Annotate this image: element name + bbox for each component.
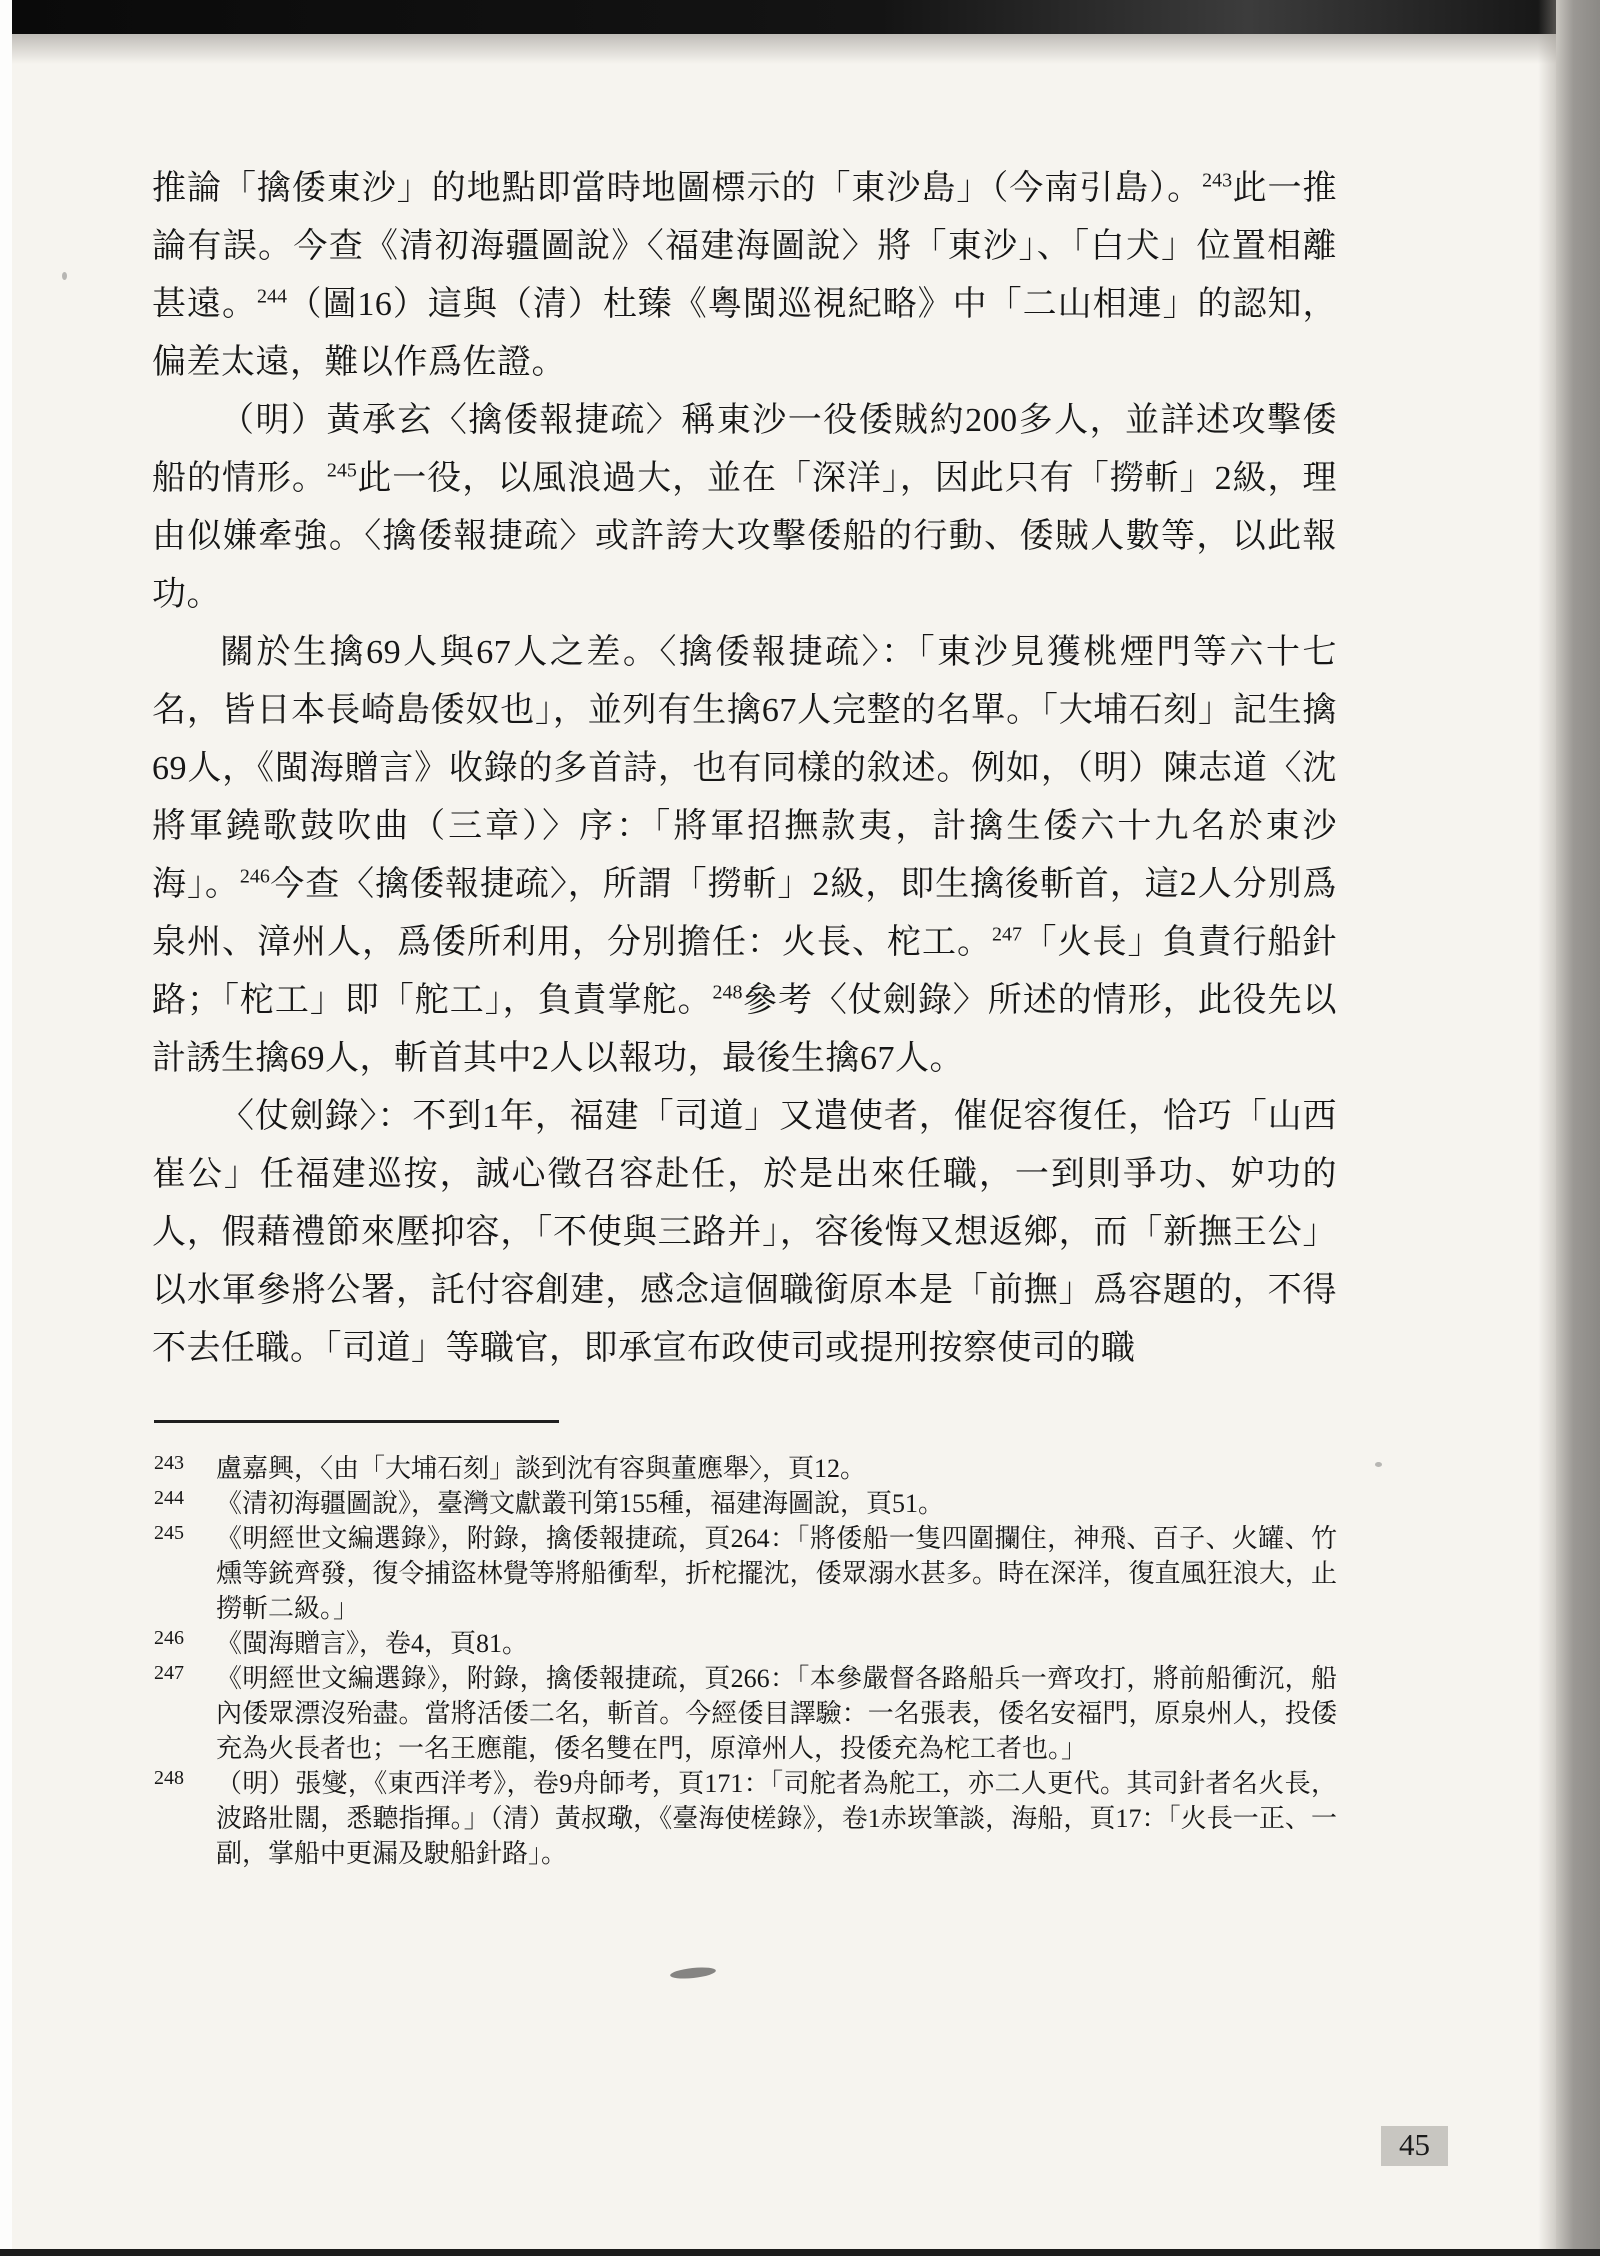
footnote-reference: 248 (712, 981, 743, 1004)
page-content (152, 160, 1337, 1871)
footnote-number: 247 (154, 1662, 184, 1684)
footnote (152, 1766, 1337, 1871)
paragraph: 關於生擒69人與67人之差。〈擒倭報捷疏〉：「東沙見獲桃煙門等六十七名，皆日本長崎島倭奴也」，並列有生擒67人完整的名單。「大埔石刻」記生擒69人，《閩海贈言》收錄的多首詩，也有同樣的敘述。例如，（明）陳志道〈沈將軍鐃歌鼓吹曲（三章）〉序：「將軍招撫款夷，計擒生倭六十九名於東沙海」。$^{246}$今查〈擒倭報捷疏〉，所謂「撈斬」2級，即生擒後斬首，這2人分別爲泉州、漳州人，爲倭所利用，分別擔任：火長、柁工。$^{247}$「火長」負責行船針路；「柁工」即「舵工」，負責掌舵。$^{248}$參考〈仗劍錄〉所述的情形，此役先以計誘生擒69人，斬首其中2人以報功，最後生擒67人。 (152, 634, 1338, 1077)
scan-top-band (0, 0, 1600, 34)
scan-speck (1375, 1462, 1382, 1467)
footnote-text: 《清初海疆圖說》，臺灣文獻叢刊第155種，福建海圖說，頁51。 (216, 1489, 945, 1518)
footnote-number: 245 (154, 1522, 184, 1544)
footnote-reference: 245 (326, 459, 357, 482)
footnote-text: 盧嘉興，〈由「大埔石刻」談到沈有容與董應舉〉，頁12。 (216, 1454, 867, 1483)
scan-top-shadow (0, 34, 1600, 64)
footnote-reference: 243 (1202, 169, 1233, 192)
footnote (152, 1661, 1337, 1766)
scan-right-edge-shadow (1538, 0, 1556, 2256)
scan-bottom-edge (0, 2249, 1600, 2256)
footnote-text: 《明經世文編選錄》，附錄，擒倭報捷疏，頁266：「本參嚴督各路船兵一齊攻打，將前船衝沉，船內倭眾漂沒殆盡。當將活倭二名，斬首。今經倭目譯驗：一名張表，倭名安福門，原泉州人，投倭充為火長者也；一名王應龍，倭名雙在門，原漳州人，投倭充為柁工者也。」 (216, 1664, 1337, 1763)
footnote (152, 1521, 1337, 1626)
footnotes (152, 1451, 1337, 1871)
scan-left-edge (0, 0, 12, 2256)
paragraph: （明）黃承玄〈擒倭報捷疏〉稱東沙一役倭賊約200多人，並詳述攻擊倭船的情形。$^{245}$此一役，以風浪過大，並在「深洋」，因此只有「撈斬」2級，理由似嫌牽強。〈擒倭報捷疏〉或許誇大攻擊倭船的行動、倭賊人數等，以此報功。 (152, 402, 1338, 613)
footnote-number: 246 (154, 1627, 184, 1649)
footnote (152, 1486, 1337, 1521)
footnote-text: 《明經世文編選錄》，附錄，擒倭報捷疏，頁264：「將倭船一隻四圍攔住，神飛、百子、火罐、竹燻等銃齊發，復令捕盜林覺等將船衝犁，折柁擺沈，倭眾溺水甚多。時在深洋，復直風狂浪大，止撈斬二級。」 (216, 1524, 1337, 1623)
footnote-reference: 244 (256, 285, 287, 308)
footnote-reference: 246 (239, 865, 270, 888)
footnote-number: 243 (154, 1452, 184, 1474)
scan-right-edge (1556, 0, 1600, 2256)
page-number: 45 (1381, 2126, 1448, 2166)
paragraph: 〈仗劍錄〉：不到1年，福建「司道」又遣使者，催促容復任，恰巧「山西崔公」任福建巡按，誠心徵召容赴任，於是出來任職，一到則爭功、妒功的人，假藉禮節來壓抑容，「不使與三路并」，容後悔又想返鄉，而「新撫王公」以水軍參將公署，託付容創建，感念這個職銜原本是「前撫」爲容題的，不得不去任職。「司道」等職官，即承宣布政使司或提刑按察使司的職 (152, 1098, 1337, 1367)
footnote-separator (154, 1420, 559, 1423)
scan-smudge-artifact (670, 1966, 717, 1981)
footnote (152, 1451, 1337, 1486)
footnote-text: 《閩海贈言》，卷4，頁81。 (216, 1629, 529, 1658)
paragraph: 推論「擒倭東沙」的地點即當時地圖標示的「東沙島」（今南引島）。$^{243}$此一推論有誤。今查《清初海疆圖說》〈福建海圖說〉將「東沙」、「白犬」位置相離甚遠。$^{244}$（圖16）這與（清）杜臻《粵閩巡視紀略》中「二山相連」的認知，偏差太遠，難以作爲佐證。 (152, 169, 1338, 381)
scan-speck (62, 272, 67, 280)
footnote-reference: 247 (992, 923, 1022, 946)
footnote-number: 244 (154, 1487, 184, 1509)
body-text (152, 160, 1337, 1378)
footnote (152, 1626, 1337, 1661)
footnote-number: 248 (154, 1767, 184, 1789)
footnote-text: （明）張燮，《東西洋考》，卷9舟師考，頁171：「司舵者為舵工，亦二人更代。其司針者名火長，波路壯闊，悉聽指揮。」（清）黃叔璥，《臺海使槎錄》，卷1赤崁筆談，海船，頁17：「火長一正、一副，掌船中更漏及駛船針路」。 (216, 1769, 1337, 1868)
